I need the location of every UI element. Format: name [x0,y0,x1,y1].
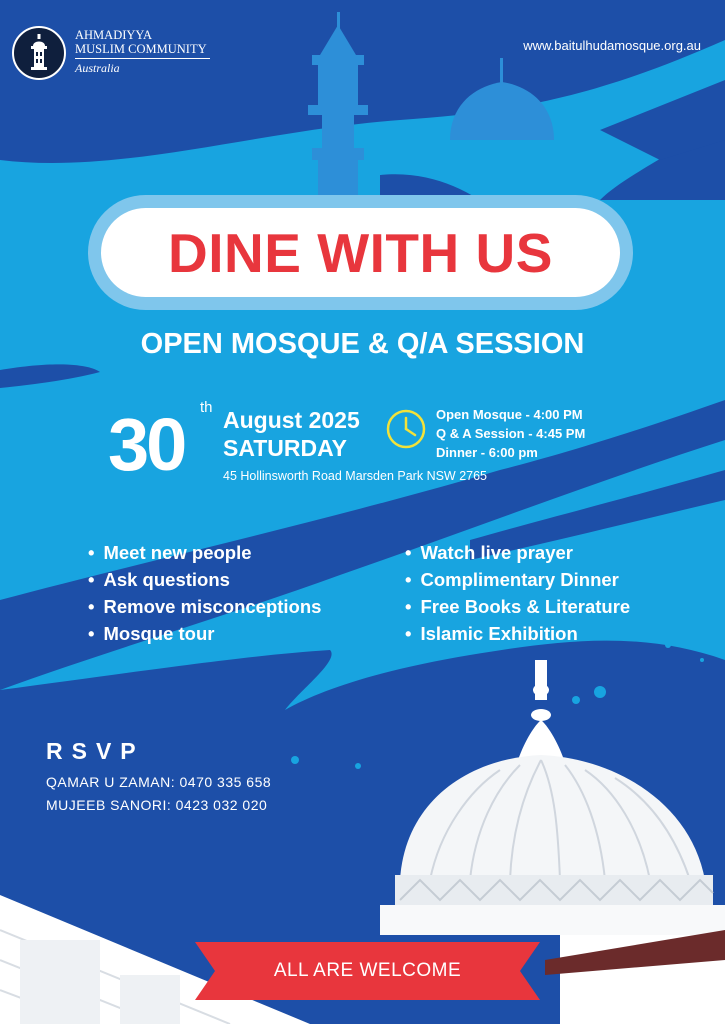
event-month-year: August 2025 [223,407,360,433]
event-address: 45 Hollinsworth Road Marsden Park NSW 2765 [223,469,488,483]
feature-item: • Free Books & Literature [405,593,630,620]
feature-item: • Remove misconceptions [88,593,321,620]
schedule-item: Open Mosque - 4:00 PM [436,407,583,422]
mosque-logo-icon [12,26,66,80]
event-schedule [436,405,585,462]
event-day-suffix: th [200,399,213,416]
rsvp-contact[interactable]: QAMAR U ZAMAN: 0470 335 658 [46,774,272,790]
org-name-country: Australia [75,61,120,75]
clock-icon [385,408,427,450]
feature-item: • Watch live prayer [405,539,630,566]
main-title: DINE WITH US [168,221,553,284]
schedule-item: Dinner - 6:00 pm [436,445,538,460]
event-subtitle: OPEN MOSQUE & Q/A SESSION [140,328,585,360]
schedule-item: Q & A Session - 4:45 PM [436,426,586,441]
event-weekday: SATURDAY [223,435,347,461]
organization-name [75,28,210,75]
rsvp-contact[interactable]: MUJEEB SANORI: 0423 032 020 [46,797,268,813]
org-name-line2: MUSLIM COMMUNITY [75,42,210,59]
features-right-list [405,539,630,647]
feature-item: • Mosque tour [88,620,321,647]
feature-item: • Complimentary Dinner [405,566,630,593]
feature-item: • Islamic Exhibition [405,620,630,647]
org-name-line1: AHMADIYYA [75,28,153,42]
title-pill [101,208,620,297]
event-date [223,406,360,462]
feature-item: • Ask questions [88,566,321,593]
features-left-list [88,539,321,647]
rsvp-title: RSVP [46,738,145,764]
website-link[interactable]: www.baitulhudamosque.org.au [523,38,701,53]
event-day: 30 [108,403,185,486]
feature-item: • Meet new people [88,539,321,566]
welcome-banner: ALL ARE WELCOME [273,960,462,981]
